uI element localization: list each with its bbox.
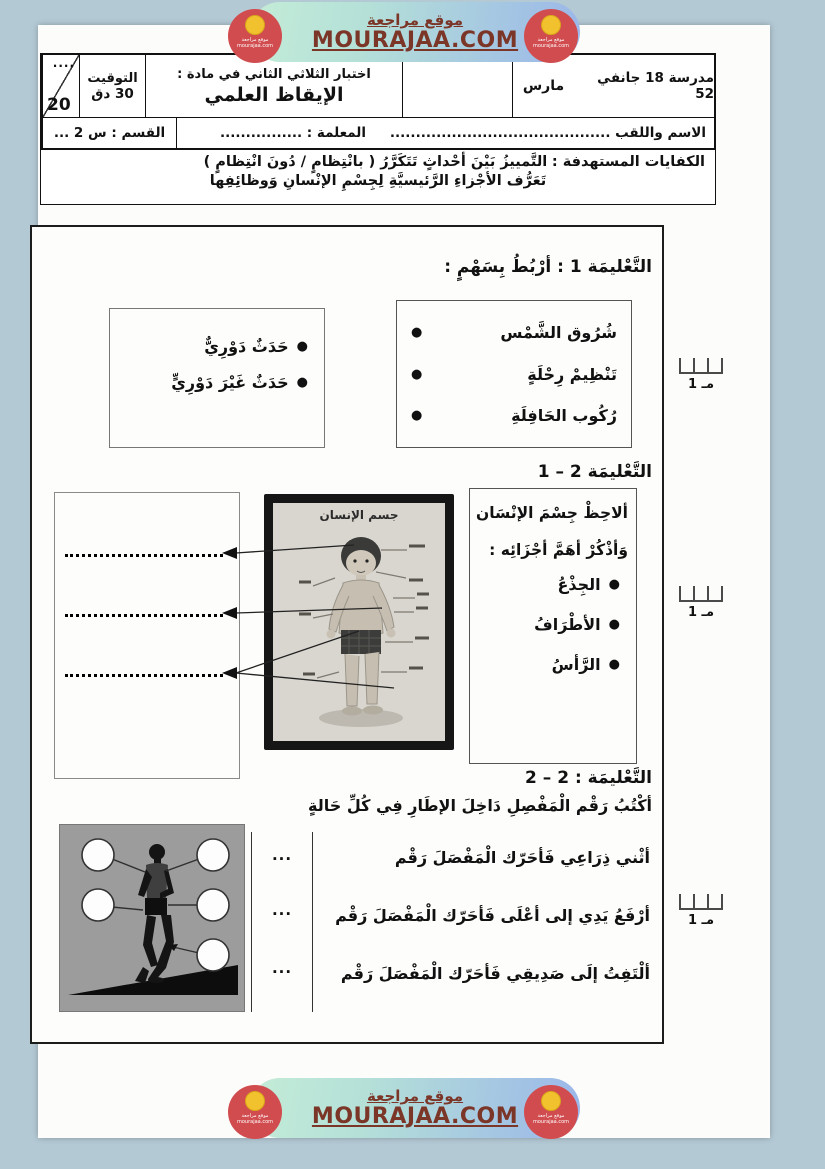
- exercises-frame: [30, 225, 664, 1044]
- joint-number-frame[interactable]: ...: [271, 846, 293, 864]
- list-item: [116, 373, 308, 392]
- site-domain: MOURAJAA.COM: [311, 27, 519, 53]
- criterion-label: مـ 1: [687, 377, 715, 392]
- joint-number-frames: [251, 832, 313, 1012]
- competencies-box: [40, 149, 716, 205]
- grading-mark: [674, 891, 728, 928]
- category-periodic: حَدَثٌ دَوْرِيٌّ: [204, 337, 289, 356]
- part-limbs: الأطْرَافُ: [534, 614, 601, 634]
- category-non-periodic: حَدَثٌ غَيْرَ دَوْرِيٍّ: [171, 373, 289, 392]
- prompt-line: ألاحِظْ جِسْمَ الإنْسَان: [475, 504, 628, 522]
- list-item: [116, 337, 308, 356]
- match-dot[interactable]: ●: [296, 375, 308, 390]
- school-name-cell: مدرسة 18 جانفي 52: [597, 70, 714, 102]
- part-trunk: الجِذْعُ: [557, 574, 601, 594]
- site-banner-bottom: [228, 1078, 578, 1140]
- answer-dotted-line[interactable]: [65, 554, 223, 557]
- poster-picture: [273, 503, 445, 741]
- bullet-icon: ●: [608, 576, 620, 592]
- badge-text-ar: موقع مراجعة: [241, 37, 269, 43]
- body-parts-prompt-box: [469, 488, 637, 764]
- timing-cell: [79, 55, 145, 117]
- site-logo-badge: [228, 9, 282, 63]
- site-banner-top: [228, 2, 578, 64]
- list-item: [474, 655, 628, 674]
- score-comb-icon: [678, 891, 724, 911]
- competency-1: التَّمييزُ بَيْنَ أحْداثٍ تَتَكَرَّرُ ( بانْتِظامٍ / دُونَ انْتِظامٍ ): [203, 154, 548, 170]
- site-name-arabic: موقع مراجعة: [366, 1086, 464, 1105]
- teacher-field[interactable]: المعلمة : ................: [176, 118, 376, 148]
- categories-box: [109, 308, 325, 448]
- grading-mark: [674, 355, 728, 392]
- competencies-label: الكفايات المستهدفة :: [551, 154, 705, 170]
- badge-text-ar: موقع مراجعة: [241, 1113, 269, 1119]
- body-parts-answer-box: [54, 492, 240, 779]
- answer-dotted-line[interactable]: [65, 674, 223, 677]
- match-dot[interactable]: ●: [411, 366, 423, 382]
- score-blank[interactable]: ....: [52, 56, 75, 70]
- badge-text-ar: موقع مراجعة: [537, 37, 565, 43]
- joint-sentence: أثْني ذِرَاعِي فَأحَرّك الْمَفْصَلَ رَقْم: [394, 848, 650, 867]
- site-logo-badge: [524, 9, 578, 63]
- bullet-icon: ●: [608, 656, 620, 672]
- score-comb-icon: [678, 583, 724, 603]
- walking-man-illustration: [60, 825, 244, 1011]
- criterion-label: مـ 1: [687, 605, 715, 620]
- match-dot[interactable]: ●: [411, 325, 423, 341]
- list-item: [411, 406, 617, 425]
- joint-sentence: ألْتَفِتُ إلَى صَدِيقِي فَأحَرّك الْمَفْصَلَ رَقْم: [340, 964, 650, 983]
- child-figure-illustration: [273, 522, 445, 734]
- part-head: الرَّأسُ: [551, 654, 601, 674]
- list-item: [411, 365, 617, 384]
- list-item: [474, 615, 628, 634]
- site-logo-badge: [524, 1085, 578, 1139]
- joint-number-frame[interactable]: ...: [271, 901, 293, 919]
- match-dot[interactable]: ●: [296, 339, 308, 354]
- joint-number-frame[interactable]: ...: [271, 959, 293, 977]
- site-domain: MOURAJAA.COM: [311, 1103, 519, 1129]
- instruction-2-2-text: أكْتُبُ رَقْم الْمَفْصِلِ دَاخِلَ الإطَارِ فِي كُلِّ حَالةٍ: [308, 796, 652, 815]
- instruction-1-title: التَّعْليمَة 1 : أرْبُطُ بِسَهْمٍ :: [444, 257, 652, 277]
- badge-text-en: mourajaa.com: [533, 1118, 570, 1125]
- exam-header-table: [40, 53, 716, 150]
- prompt-line: وَأذْكُرْ أهَمَّ أجْزَائِه :: [489, 540, 628, 559]
- timing-value: 30 دق: [91, 85, 134, 102]
- event-bus: رُكُوب الحَافِلَةِ: [511, 405, 617, 425]
- events-list-box: [396, 300, 632, 448]
- bullet-icon: ●: [608, 616, 620, 632]
- badge-logo-icon: [541, 15, 561, 35]
- match-dot[interactable]: ●: [411, 407, 423, 423]
- event-sunrise: شُرُوق الشَّمْس: [500, 323, 617, 343]
- exam-subject-name: الإيقاظ العلمي: [204, 83, 344, 106]
- badge-text-en: mourajaa.com: [533, 42, 570, 49]
- instruction-2-1-title: التَّعْليمَة 2 – 1: [537, 462, 652, 482]
- competency-2: تَعَرُّف الأجْزاءِ الرَّئيسيَّةِ لِجِسْمِ الإنْسانِ وَوظائِفِها: [209, 173, 547, 189]
- answer-dotted-line[interactable]: [65, 614, 223, 617]
- list-item: [411, 323, 617, 342]
- instruction-2-2-title: التَّعْليمَة : 2 – 2: [525, 768, 652, 788]
- poster-title: جسم الإنسان: [319, 508, 399, 522]
- badge-text-ar: موقع مراجعة: [537, 1113, 565, 1119]
- grading-mark: [674, 583, 728, 620]
- student-name-field[interactable]: الاسم واللقب ...........................................: [389, 125, 706, 141]
- score-comb-icon: [678, 355, 724, 375]
- class-field[interactable]: القسم : س 2 ...: [42, 118, 176, 148]
- badge-logo-icon: [541, 1091, 561, 1111]
- badge-logo-icon: [245, 1091, 265, 1111]
- timing-label: التوقيت: [87, 70, 138, 86]
- header-empty-cell: [402, 55, 512, 117]
- joints-figure-image: [59, 824, 245, 1012]
- score-box[interactable]: [42, 55, 79, 117]
- month-cell: مارس: [512, 55, 574, 117]
- score-max: 20: [47, 95, 71, 115]
- exam-subject-intro: اختبار الثلاثي الثاني في مادة :: [177, 66, 371, 82]
- badge-text-en: mourajaa.com: [237, 42, 274, 49]
- site-logo-badge: [228, 1085, 282, 1139]
- joint-sentence: أرْفَعُ يَدِي إلى أعْلَى فَأحَرّك الْمَفْصَلَ رَقْم: [335, 906, 650, 925]
- badge-text-en: mourajaa.com: [237, 1118, 274, 1125]
- site-name-arabic: موقع مراجعة: [366, 10, 464, 29]
- criterion-label: مـ 1: [687, 913, 715, 928]
- badge-logo-icon: [245, 15, 265, 35]
- human-body-poster: [264, 494, 454, 750]
- list-item: [474, 575, 628, 594]
- event-trip: تَنْظِيمْ رِحْلَةٍ: [527, 364, 617, 384]
- exam-title-cell: [145, 55, 402, 117]
